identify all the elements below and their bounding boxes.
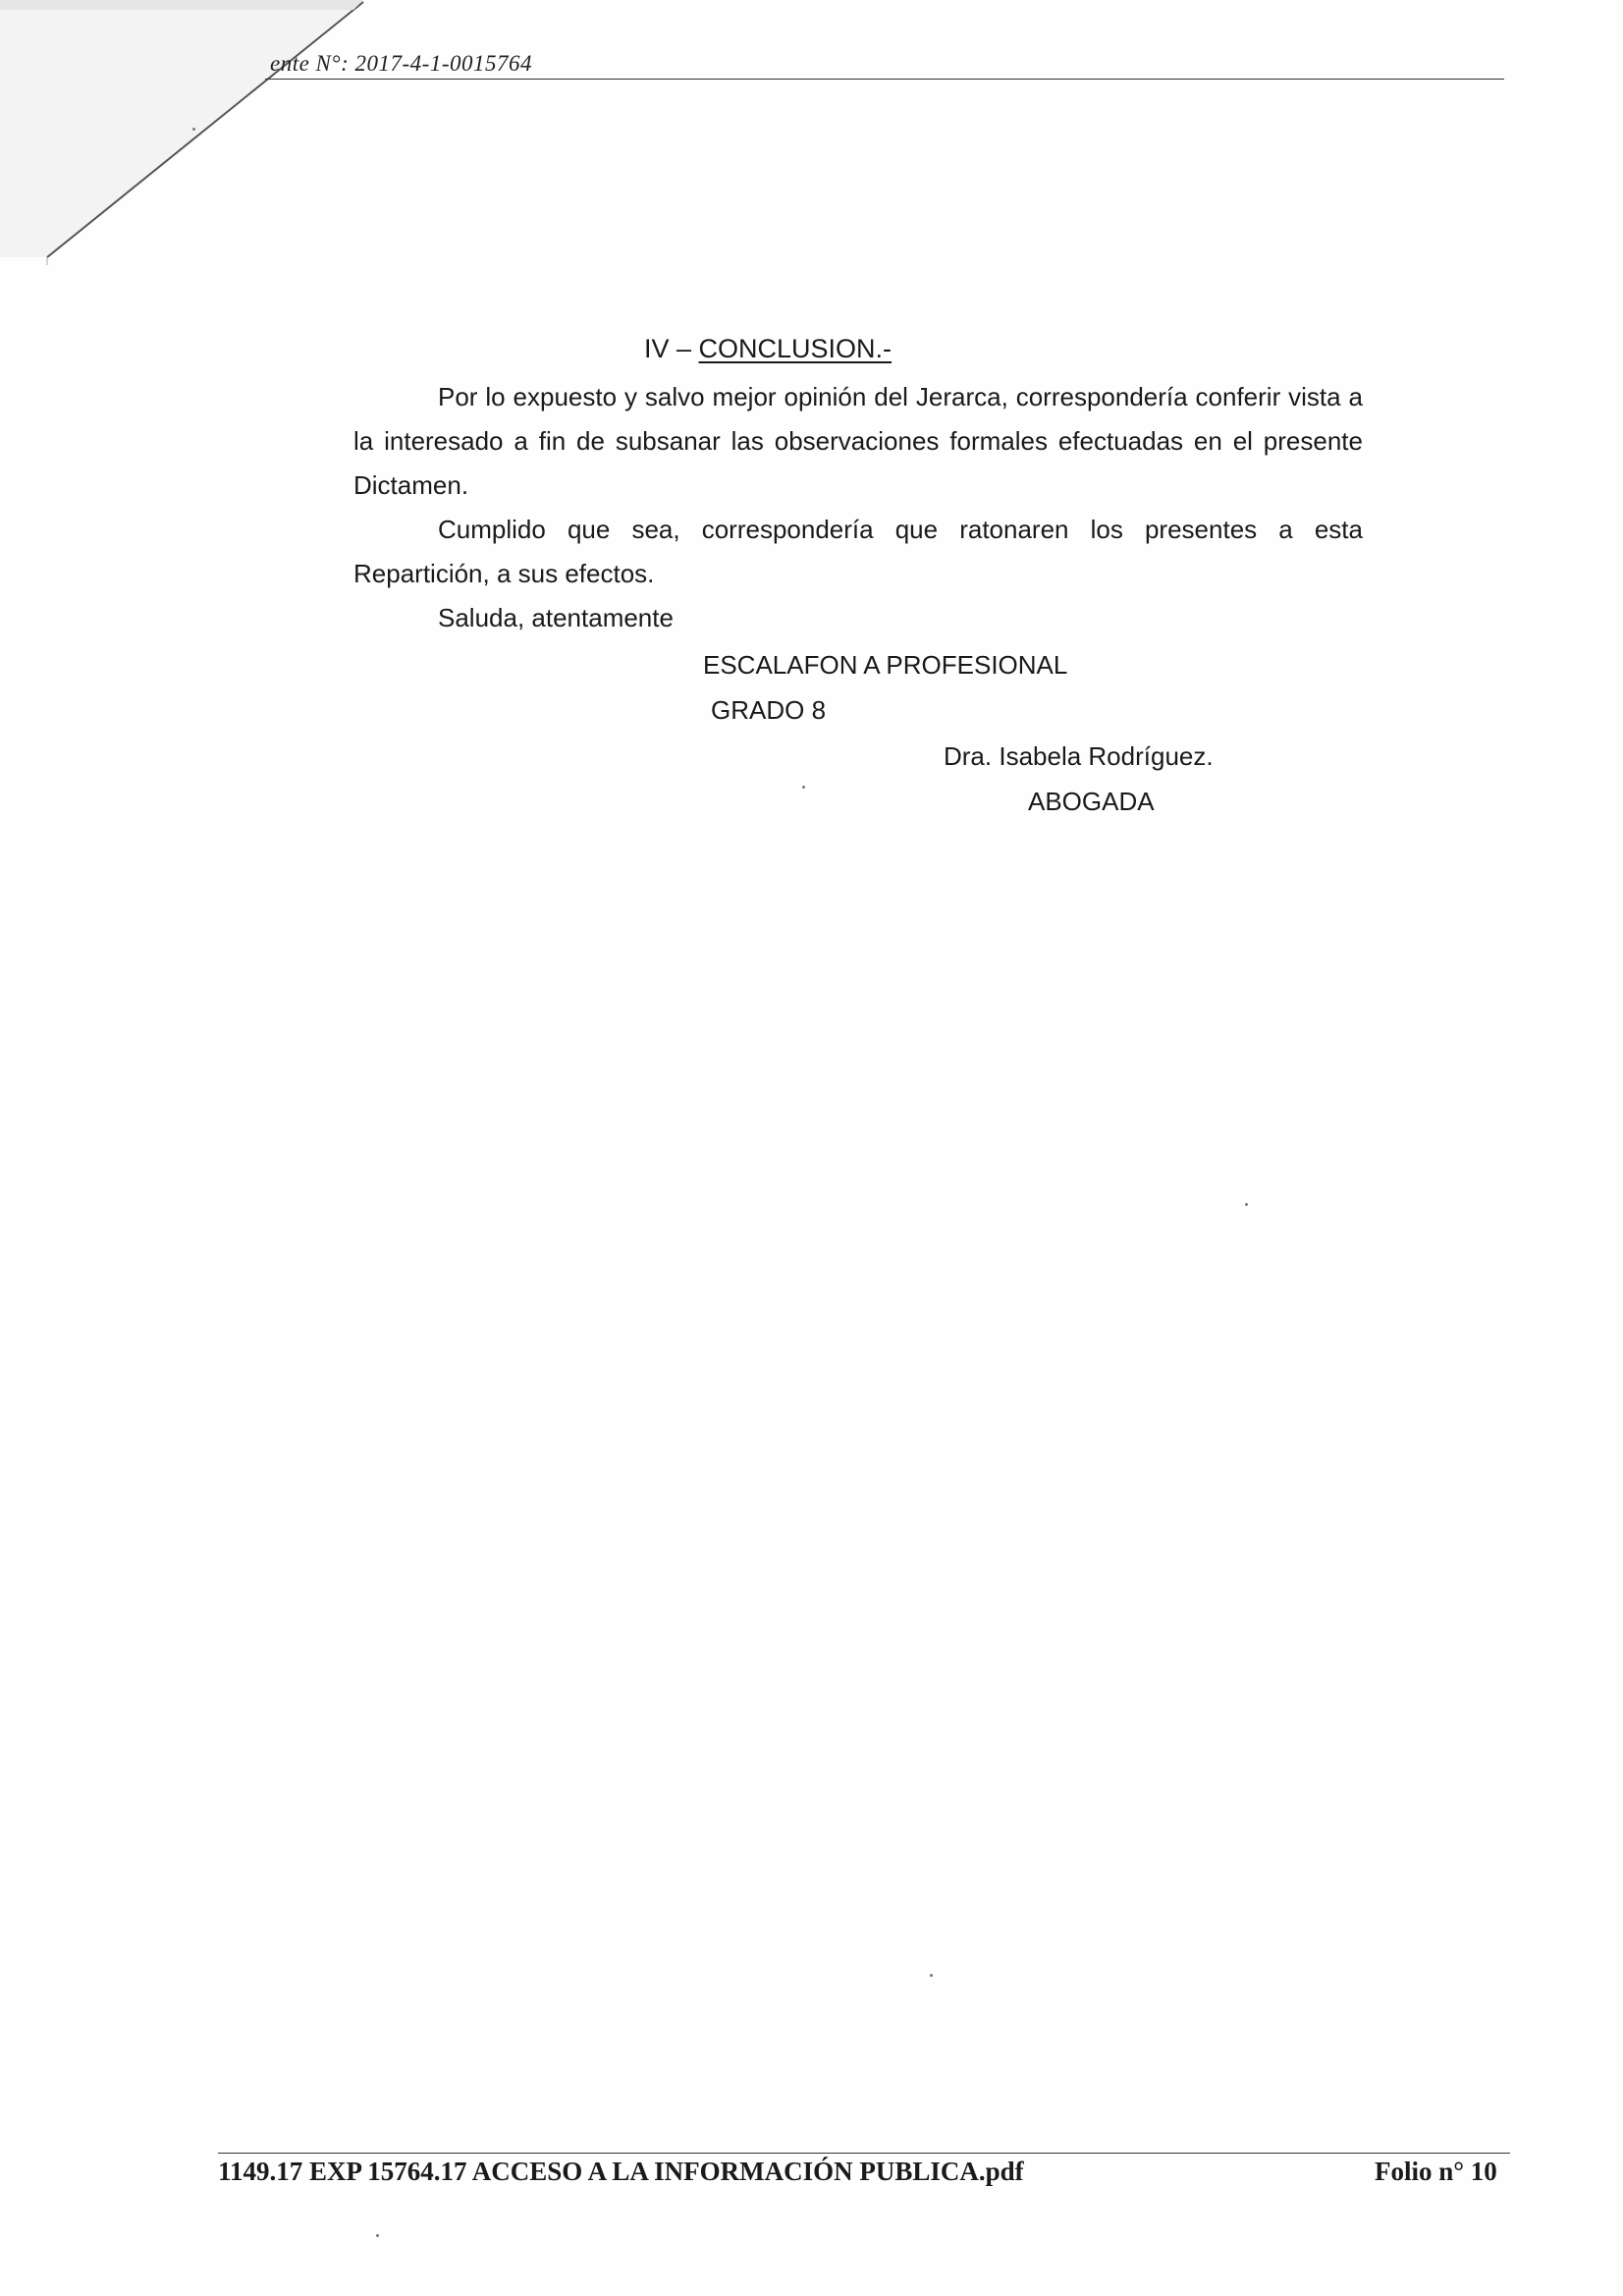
signature-title: ABOGADA — [1028, 787, 1155, 816]
signature-grado: GRADO 8 — [711, 695, 827, 725]
footer-divider — [218, 2153, 1510, 2154]
scan-speck — [376, 2234, 379, 2237]
footer-filename: 1149.17 EXP 15764.17 ACCESO A LA INFORMACIÓN PUBLICA.pdf — [218, 2157, 1024, 2186]
section-heading — [644, 334, 892, 364]
expediente-number: ente N°: 2017-4-1-0015764 — [270, 51, 532, 76]
scan-speck — [192, 128, 195, 131]
signature-name: Dra. Isabela Rodríguez. — [944, 741, 1214, 771]
closing-salutation: Saluda, atentamente — [438, 603, 674, 632]
scan-speck — [802, 786, 805, 789]
section-title: CONCLUSION.- — [698, 334, 893, 363]
paragraph-remit: Cumplido que sea, correspondería que ratonaren los presentes a esta Repartición, a sus efectos. — [353, 515, 1363, 588]
signature-escalafon: ESCALAFON A PROFESIONAL — [703, 650, 1068, 680]
scan-speck — [1245, 1203, 1248, 1206]
paragraph-conclusion: Por lo expuesto y salvo mejor opinión del Jerarca, correspondería conferir vista a la interesado a fin de subsanar las observaciones formales efectuadas en el presente Dictamen. — [353, 382, 1363, 500]
footer-folio: Folio n° 10 — [1375, 2157, 1497, 2186]
header-divider — [265, 79, 1504, 80]
folded-corner — [0, 0, 393, 265]
section-number: IV – — [644, 334, 699, 363]
scan-speck — [930, 1974, 933, 1977]
